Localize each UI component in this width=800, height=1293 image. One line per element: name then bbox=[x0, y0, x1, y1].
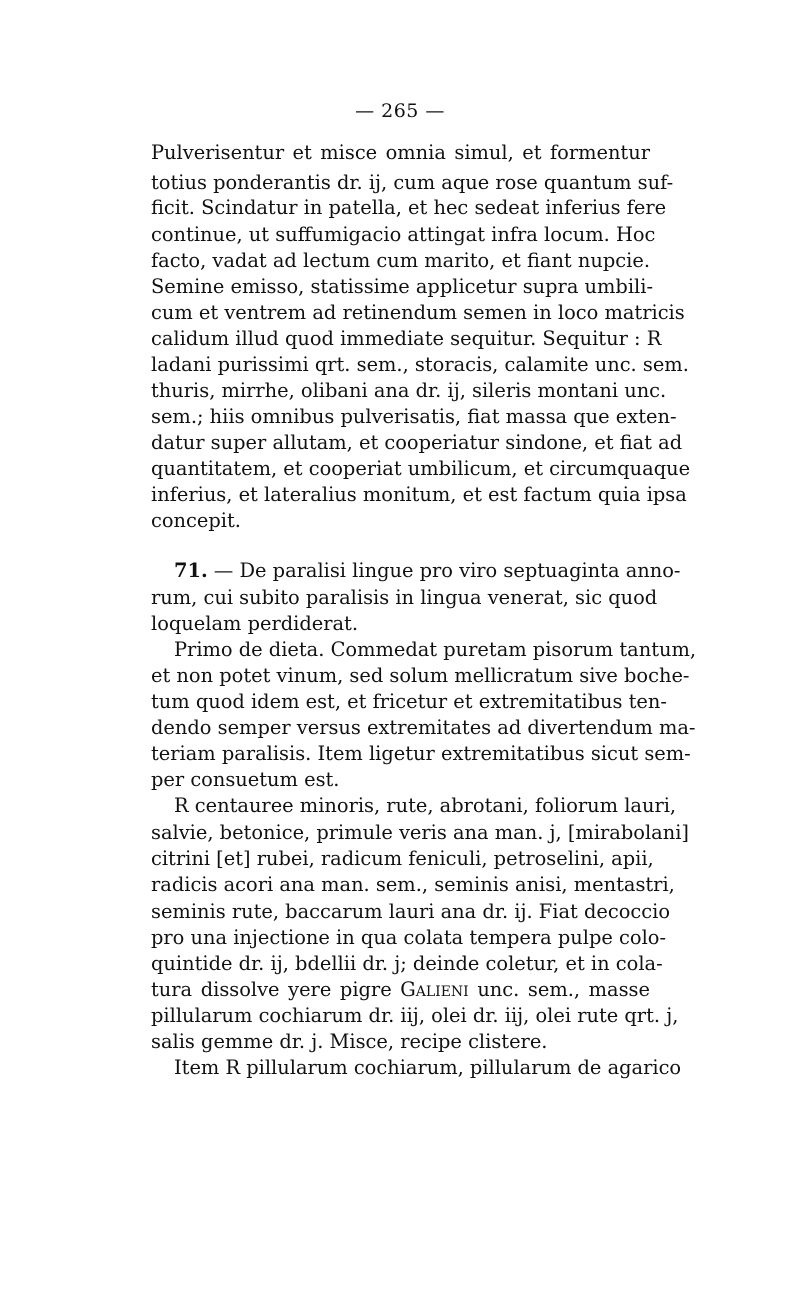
text-line: quantitatem, et cooperiat umbilicum, et circumquaque bbox=[151, 457, 691, 480]
text-line: et non potet vinum, sed solum mellicratum sive boche- bbox=[151, 664, 690, 687]
section-number: 71. bbox=[174, 559, 208, 582]
text-line: tum quod idem est, et fricetur et extremitatibus ten- bbox=[151, 690, 667, 713]
text-line: loquelam perdiderat. bbox=[151, 612, 359, 635]
text-line: seminis rute, baccarum lauri ana dr. ij. Fiat decoccio bbox=[151, 900, 671, 923]
text-fragment: unc. sem., masse bbox=[468, 978, 650, 1001]
text-line: sem.; hiis omnibus pulverisatis, fiat massa que exten- bbox=[151, 405, 677, 428]
text-line: salvie, betonice, primule veris ana man. j, [mirabolani] bbox=[151, 821, 689, 844]
text-line: Semine emisso, statissime applicetur supra umbili- bbox=[151, 275, 653, 298]
text-line: R centauree minoris, rute, abrotani, foliorum lauri, bbox=[174, 794, 677, 817]
text-line: Item R pillularum cochiarum, pillularum de agarico bbox=[174, 1056, 682, 1079]
text-line: thuris, mirrhe, olibani ana dr. ij, sileris montani unc. bbox=[151, 379, 667, 402]
text-line: continue, ut suffumigacio attingat infra locum. Hoc bbox=[151, 223, 656, 246]
page-number: — 265 — bbox=[355, 100, 445, 122]
text-line: dendo semper versus extremitates ad divertendum ma- bbox=[151, 716, 696, 739]
text-line: rum, cui subito paralisis in lingua venerat, sic quod bbox=[151, 586, 658, 609]
text-line: salis gemme dr. j. Misce, recipe clistere. bbox=[151, 1030, 548, 1053]
text-line: ficit. Scindatur in patella, et hec sedeat inferius fere bbox=[151, 196, 667, 219]
text-line: quintide dr. ij, bdellii dr. j; deinde coletur, et in cola- bbox=[151, 952, 663, 975]
text-line: Pulverisentur et misce omnia simul, et formentur bbox=[151, 141, 650, 164]
text-line: Primo de dieta. Commedat puretam pisorum tantum, bbox=[174, 638, 697, 661]
text-line: per consuetum est. bbox=[151, 768, 340, 791]
text-line: concepit. bbox=[151, 509, 241, 532]
text-line: calidum illud quod immediate sequitur. Sequitur : R bbox=[151, 327, 662, 350]
text-line: datur super allutam, et cooperiatur sindone, et fiat ad bbox=[151, 431, 683, 454]
text-line: pillularum cochiarum dr. iij, olei dr. iij, olei rute qrt. j, bbox=[151, 1004, 679, 1027]
text-line: facto, vadat ad lectum cum marito, et fiant nupcie. bbox=[151, 249, 650, 272]
text-line: cum et ventrem ad retinendum semen in loco matricis bbox=[151, 301, 685, 324]
text-line: citrini [et] rubei, radicum feniculi, petroselini, apii, bbox=[151, 847, 654, 870]
author-name: Galieni bbox=[400, 978, 469, 1001]
text-line: ladani purissimi qrt. sem., storacis, calamite unc. sem. bbox=[151, 353, 689, 376]
section-title: — De paralisi lingue pro viro septuaginta anno- bbox=[207, 559, 681, 582]
text-line: pro una injectione in qua colata tempera pulpe colo- bbox=[151, 926, 666, 949]
section-heading-line bbox=[174, 556, 681, 586]
text-fragment: tura dissolve yere pigre bbox=[151, 978, 401, 1001]
text-line: inferius, et lateralius monitum, et est factum quia ipsa bbox=[151, 483, 687, 506]
text-line: totius ponderantis dr. ij, cum aque rose quantum suf- bbox=[151, 171, 674, 194]
text-line: teriam paralisis. Item ligetur extremitatibus sicut sem- bbox=[151, 742, 691, 765]
text-line: radicis acori ana man. sem., seminis anisi, mentastri, bbox=[151, 873, 675, 896]
